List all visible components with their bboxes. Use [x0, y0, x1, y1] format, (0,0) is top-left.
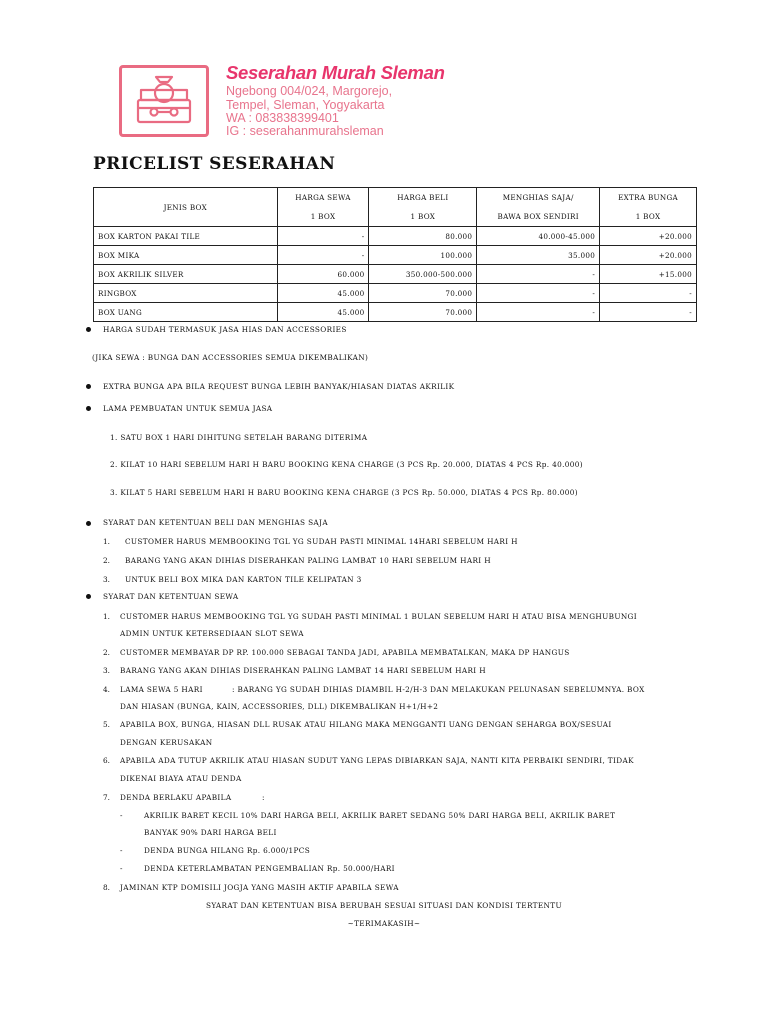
cell-beli: 80.000 — [369, 227, 477, 246]
note-syarat-beli: SYARAT DAN KETENTUAN BELI DAN MENGHIAS SAJA — [103, 518, 328, 527]
cell-sewa: 45.000 — [277, 284, 369, 303]
cell-sewa: 45.000 — [277, 303, 369, 322]
list-number: 4. — [103, 685, 110, 694]
list-number: 8. — [103, 883, 110, 892]
list-item: JAMINAN KTP DOMISILI JOGJA YANG MASIH AKTIF APABILA SEWA — [120, 883, 399, 892]
footer-disclaimer: SYARAT DAN KETENTUAN BISA BERUBAH SESUAI SITUASI DAN KONDISI TERTENTU — [205, 901, 563, 910]
table-row — [94, 265, 697, 284]
bullet-icon — [86, 521, 91, 526]
list-item: BARANG YANG AKAN DIHIAS DISERAHKAN PALING LAMBAT 10 HARI SEBELUM HARI H — [125, 556, 491, 565]
col-header-menghias: MENGHIAS SAJA/ BAWA BOX SENDIRI — [477, 188, 600, 227]
cell-menghias: - — [477, 303, 600, 322]
note-harga-termasuk: HARGA SUDAH TERMASUK JASA HIAS DAN ACCESSORIES — [103, 325, 347, 334]
brand-logo — [119, 65, 209, 137]
cell-jenis: BOX KARTON PAKAI TILE — [94, 227, 278, 246]
ring-box-icon — [122, 68, 206, 134]
list-item-continued: DAN HIASAN (BUNGA, KAIN, ACCESSORIES, DLL) DIKEMBALIKAN H+1/H+2 — [120, 702, 439, 711]
cell-jenis: BOX AKRILIK SILVER — [94, 265, 278, 284]
brand-instagram: IG : seserahanmurahsleman — [226, 124, 384, 138]
cell-beli: 350.000-500.000 — [369, 265, 477, 284]
cell-jenis: BOX MIKA — [94, 246, 278, 265]
list-number: 2. — [103, 648, 110, 657]
list-item: CUSTOMER MEMBAYAR DP RP. 100.000 SEBAGAI TANDA JADI, APABILA MEMBATALKAN, MAKA DP HANGUS — [120, 648, 570, 657]
sub-list-item: AKRILIK BARET KECIL 10% DARI HARGA BELI, AKRILIK BARET SEDANG 50% DARI HARGA BELI, AKRILIK BARET — [144, 811, 616, 820]
dash-marker: - — [120, 846, 123, 855]
table-row — [94, 303, 697, 322]
brand-address-line2: Tempel, Sleman, Yogyakarta — [226, 98, 385, 112]
list-item: CUSTOMER HARUS MEMBOOKING TGL YG SUDAH PASTI MINIMAL 1 BULAN SEBELUM HARI H ATAU BISA MENGHUBUNGI — [120, 612, 637, 621]
bullet-icon — [86, 594, 91, 599]
list-number: 6. — [103, 756, 110, 765]
cell-beli: 70.000 — [369, 284, 477, 303]
cell-extra: +20.000 — [600, 246, 697, 265]
brand-whatsapp: WA : 083838399401 — [226, 111, 339, 125]
table-row — [94, 246, 697, 265]
cell-sewa: - — [277, 246, 369, 265]
note-sewa-sub: (JIKA SEWA : BUNGA DAN ACCESSORIES SEMUA DIKEMBALIKAN) — [92, 353, 369, 362]
sub-list-item: DENDA KETERLAMBATAN PENGEMBALIAN Rp. 50.000/HARI — [144, 864, 395, 873]
list-item: 1. SATU BOX 1 HARI DIHITUNG SETELAH BARANG DITERIMA — [110, 433, 368, 442]
cell-sewa: - — [277, 227, 369, 246]
list-item: APABILA BOX, BUNGA, HIASAN DLL RUSAK ATAU HILANG MAKA MENGGANTI UANG DENGAN SEHARGA BOX/SESUAI — [120, 720, 612, 729]
cell-jenis: BOX UANG — [94, 303, 278, 322]
col-header-jenis-box: JENIS BOX — [94, 188, 278, 227]
cell-extra: +20.000 — [600, 227, 697, 246]
list-item-continued: DENGAN KERUSAKAN — [120, 738, 213, 747]
cell-menghias: 40.000-45.000 — [477, 227, 600, 246]
cell-extra: - — [600, 303, 697, 322]
table-header-row — [94, 188, 697, 227]
list-number: 1. — [103, 612, 110, 621]
list-number: 5. — [103, 720, 110, 729]
cell-menghias: 35.000 — [477, 246, 600, 265]
brand-address-line1: Ngebong 004/024, Margorejo, — [226, 84, 393, 98]
note-extra-bunga: EXTRA BUNGA APA BILA REQUEST BUNGA LEBIH BANYAK/HIASAN DIATAS AKRILIK — [103, 382, 455, 391]
list-number: 3. — [103, 666, 110, 675]
bullet-icon — [86, 406, 91, 411]
table-row — [94, 284, 697, 303]
list-number: 1. — [103, 537, 110, 546]
list-item: 2. KILAT 10 HARI SEBELUM HARI H BARU BOOKING KENA CHARGE (3 PCS Rp. 20.000, DIATAS 4 PCS Rp. 40.000) — [110, 460, 583, 469]
table-row — [94, 227, 697, 246]
dash-marker: - — [120, 811, 123, 820]
list-item-lead: LAMA SEWA 5 HARI — [120, 685, 203, 694]
cell-extra: - — [600, 284, 697, 303]
col-header-harga-sewa: HARGA SEWA 1 BOX — [277, 188, 369, 227]
footer-thanks: ~TERIMAKASIH~ — [347, 919, 421, 928]
cell-extra: +15.000 — [600, 265, 697, 284]
list-item: 3. KILAT 5 HARI SEBELUM HARI H BARU BOOKING KENA CHARGE (3 PCS Rp. 50.000, DIATAS 4 PCS Rp. 80.000) — [110, 488, 578, 497]
list-number: 3. — [103, 575, 110, 584]
list-item: APABILA ADA TUTUP AKRILIK ATAU HIASAN SUDUT YANG LEPAS DIBIARKAN SAJA, NANTI KITA PERBAIKI SENDIRI, TIDAK — [120, 756, 634, 765]
brand-name: Seserahan Murah Sleman — [226, 62, 445, 83]
list-item-colon: : — [262, 793, 265, 802]
list-item-continued: ADMIN UNTUK KETERSEDIAAN SLOT SEWA — [120, 629, 304, 638]
list-item: UNTUK BELI BOX MIKA DAN KARTON TILE KELIPATAN 3 — [125, 575, 362, 584]
col-header-harga-beli: HARGA BELI 1 BOX — [369, 188, 477, 227]
cell-beli: 70.000 — [369, 303, 477, 322]
list-number: 7. — [103, 793, 110, 802]
cell-menghias: - — [477, 284, 600, 303]
list-item-continued: DIKENAI BIAYA ATAU DENDA — [120, 774, 242, 783]
list-number: 2. — [103, 556, 110, 565]
note-lama-pembuatan: LAMA PEMBUATAN UNTUK SEMUA JASA — [103, 404, 273, 413]
dash-marker: - — [120, 864, 123, 873]
list-item: BARANG YANG AKAN DIHIAS DISERAHKAN PALING LAMBAT 14 HARI SEBELUM HARI H — [120, 666, 486, 675]
list-item: CUSTOMER HARUS MEMBOOKING TGL YG SUDAH PASTI MINIMAL 14HARI SEBELUM HARI H — [125, 537, 518, 546]
cell-menghias: - — [477, 265, 600, 284]
page-title: PRICELIST SESERAHAN — [93, 154, 336, 174]
sub-list-item: DENDA BUNGA HILANG Rp. 6.000/1PCS — [144, 846, 311, 855]
note-syarat-sewa: SYARAT DAN KETENTUAN SEWA — [103, 592, 239, 601]
bullet-icon — [86, 327, 91, 332]
list-item-lead: DENDA BERLAKU APABILA — [120, 793, 232, 802]
list-item: : BARANG YG SUDAH DIHIAS DIAMBIL H-2/H-3 DAN MELAKUKAN PELUNASAN SEBELUMNYA. BOX — [232, 685, 645, 694]
cell-sewa: 60.000 — [277, 265, 369, 284]
bullet-icon — [86, 384, 91, 389]
price-table — [93, 187, 697, 322]
cell-jenis: RINGBOX — [94, 284, 278, 303]
sub-list-item-continued: BANYAK 90% DARI HARGA BELI — [144, 828, 277, 837]
col-header-extra-bunga: EXTRA BUNGA 1 BOX — [600, 188, 697, 227]
cell-beli: 100.000 — [369, 246, 477, 265]
